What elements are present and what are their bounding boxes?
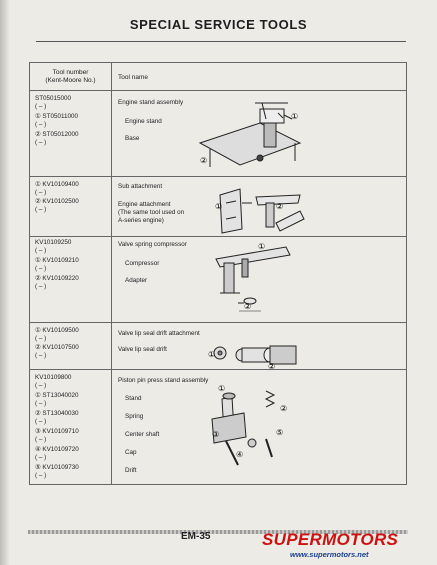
callout-1: ① [258, 242, 266, 251]
callout-1: ① [215, 202, 223, 211]
sub-attachment-illustration [220, 189, 252, 233]
row5-kent-moore: ( – ) [35, 454, 47, 461]
row1-kent-moore: ( – ) [35, 139, 47, 146]
row5-kent-moore: ( – ) [35, 418, 47, 425]
valve-lip-seal-drift-illustration [214, 346, 296, 364]
row2-kent-moore: ( – ) [35, 206, 47, 213]
engine-stand-illustration [200, 103, 300, 167]
callout-3: ③ [212, 430, 220, 439]
callout-2: ② [244, 302, 252, 311]
row1-tool-number: ST05015000 [35, 95, 72, 102]
row2-tool-name: Engine attachment [118, 201, 171, 208]
page-title: SPECIAL SERVICE TOOLS [129, 17, 308, 32]
row5-tool-name: Spring [125, 413, 144, 420]
row5-tool-number: ② ST13040030 [35, 410, 79, 417]
row3-tool-number: ① KV10109210 [35, 257, 79, 264]
row4-tool-number: ② KV10107500 [35, 344, 79, 351]
callout-5: ⑤ [276, 428, 284, 437]
row3-tool-name: Compressor [125, 260, 160, 267]
row1-kent-moore: ( – ) [35, 103, 47, 110]
row2-tool-name-note: A-series engine) [118, 217, 164, 224]
row5-tool-name: Cap [125, 449, 137, 456]
row2-tool-number: ② KV10102500 [35, 198, 79, 205]
callout-2: ② [200, 156, 208, 165]
row3-kent-moore: ( – ) [35, 247, 47, 254]
watermark-logo [262, 530, 432, 558]
callout-1: ① [208, 350, 216, 359]
row3-tool-number: ② KV10109220 [35, 275, 79, 282]
row5-tool-name: Stand [125, 395, 142, 402]
page-number: EM-35 [181, 531, 211, 542]
row1-tool-name: Base [125, 135, 140, 142]
row3-kent-moore: ( – ) [35, 265, 47, 272]
row5-tool-name: Piston pin press stand assembly [118, 377, 209, 384]
row3-tool-number: KV10109250 [35, 239, 72, 246]
row1-kent-moore: ( – ) [35, 121, 47, 128]
callout-1: ① [291, 112, 299, 121]
row1-tool-number: ② ST05012000 [35, 131, 79, 138]
title-rule [36, 41, 406, 42]
row5-kent-moore: ( – ) [35, 382, 47, 389]
row1-tool-name: Engine stand assembly [118, 99, 184, 106]
row5-kent-moore: ( – ) [35, 436, 47, 443]
logo-text: SUPERMOTORS [262, 530, 399, 549]
row5-tool-number: KV10109800 [35, 374, 72, 381]
callout-2: ② [268, 362, 276, 371]
callout-2: ② [276, 202, 284, 211]
row2-tool-name-note: (The same tool used on [118, 209, 185, 216]
row5-tool-number: ③ KV10109710 [35, 428, 79, 435]
row5-tool-number: ⑤ KV10109730 [35, 464, 79, 471]
row1-tool-name: Engine stand [125, 118, 162, 125]
row5-tool-name: Drift [125, 467, 137, 474]
row4-kent-moore: ( – ) [35, 335, 47, 342]
row1-tool-number: ① ST05011000 [35, 113, 78, 120]
row5-tool-name: Center shaft [125, 431, 160, 438]
scan-edge-shadow [0, 0, 10, 565]
row2-kent-moore: ( – ) [35, 189, 47, 196]
row3-tool-name: Adapter [125, 277, 148, 284]
row2-tool-name: Sub attachment [118, 183, 163, 190]
callout-2: ② [280, 404, 288, 413]
callout-1: ① [218, 384, 226, 393]
row4-kent-moore: ( – ) [35, 352, 47, 359]
tool-illustrations [30, 63, 408, 486]
header-tool-number-line2: (Kent-Moore No.) [45, 77, 96, 84]
callout-4: ④ [236, 450, 244, 459]
logo-url: www.supermotors.net [290, 550, 369, 559]
row4-tool-name: Valve lip seal drift attachment [118, 330, 200, 337]
tools-table [29, 62, 407, 485]
valve-spring-compressor-illustration [216, 247, 290, 311]
row5-tool-number: ① ST13040020 [35, 392, 79, 399]
row3-kent-moore: ( – ) [35, 283, 47, 290]
row3-tool-name: Valve spring compressor [118, 241, 187, 248]
row5-kent-moore: ( – ) [35, 472, 47, 479]
row2-tool-number: ① KV10109400 [35, 181, 79, 188]
row4-tool-name: Valve lip seal drift [118, 346, 167, 353]
row4-tool-number: ① KV10109500 [35, 327, 79, 334]
row5-tool-number: ④ KV10109720 [35, 446, 79, 453]
engine-attachment-illustration [256, 195, 304, 231]
header-tool-number-line1: Tool number [52, 69, 89, 76]
row5-kent-moore: ( – ) [35, 400, 47, 407]
header-tool-name: Tool name [118, 74, 148, 81]
